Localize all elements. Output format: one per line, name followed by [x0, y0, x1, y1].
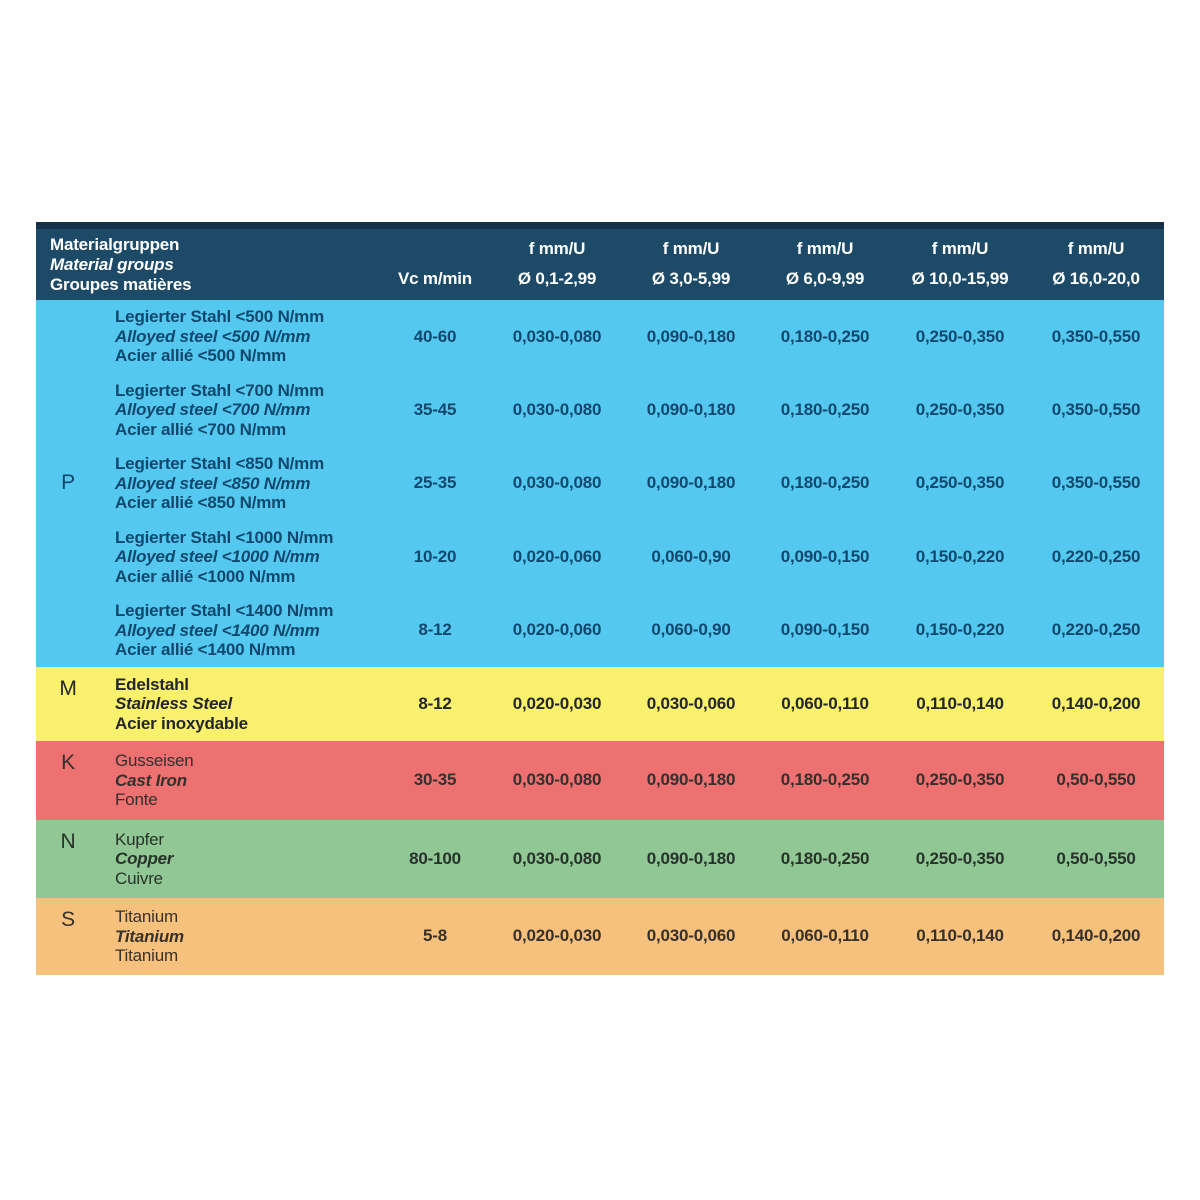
table-row — [100, 447, 1164, 520]
material-label — [100, 898, 380, 975]
group-k-rows — [100, 741, 1164, 820]
group-letter-k: K — [61, 750, 75, 774]
group-p-section — [36, 300, 1164, 667]
group-n-section — [36, 820, 1164, 898]
f-value-2: 0,090-0,180 — [646, 848, 736, 868]
f-unit-4: f mm/U — [931, 239, 989, 258]
vc-value: 30-35 — [413, 770, 457, 790]
vc-value: 25-35 — [413, 473, 457, 493]
f-range-3: Ø 6,0-9,99 — [785, 269, 865, 288]
material-label-de: Gusseisen — [115, 751, 194, 771]
f-value-4: 0,250-0,350 — [915, 770, 1005, 790]
material-label-en: Cast Iron — [115, 770, 187, 790]
f-value-1: 0,020-0,060 — [512, 620, 602, 640]
table-row — [100, 741, 1164, 820]
f-value-4: 0,250-0,350 — [915, 400, 1005, 420]
f-value-1: 0,020-0,030 — [512, 926, 602, 946]
material-label-fr: Acier inoxydable — [115, 713, 248, 733]
group-s-section — [36, 898, 1164, 975]
f-value-5: 0,50-0,550 — [1056, 848, 1136, 868]
material-label-en: Copper — [115, 849, 174, 869]
f-value-2: 0,060-0,90 — [651, 546, 731, 566]
f-value-3: 0,060-0,110 — [781, 693, 869, 713]
f-value-4: 0,150-0,220 — [915, 620, 1005, 640]
material-label-de: Legierter Stahl <500 N/mm — [115, 307, 325, 327]
material-label-de: Legierter Stahl <700 N/mm — [115, 380, 325, 400]
f-range-1: Ø 0,1-2,99 — [517, 269, 597, 288]
f-range-2: Ø 3,0-5,99 — [651, 269, 731, 288]
f-value-3: 0,090-0,150 — [780, 546, 870, 566]
material-label-en: Alloyed steel <700 N/mm — [115, 400, 311, 420]
vc-column-header: Vc m/min — [398, 269, 472, 288]
f-value-5: 0,140-0,200 — [1051, 926, 1141, 946]
f-value-1: 0,030-0,080 — [512, 326, 602, 346]
f-column-header-2 — [624, 229, 758, 300]
f-unit-2: f mm/U — [662, 239, 720, 258]
material-label-fr: Acier allié <850 N/mm — [115, 493, 287, 513]
material-label-fr: Acier allié <1400 N/mm — [115, 640, 296, 659]
f-value-5: 0,350-0,550 — [1051, 473, 1141, 493]
table-row — [100, 520, 1164, 593]
material-label — [100, 447, 380, 520]
group-letter-m: M — [59, 676, 77, 700]
material-label — [100, 667, 380, 741]
f-value-3: 0,060-0,110 — [781, 926, 869, 946]
material-label-fr: Acier allié <1000 N/mm — [115, 566, 296, 586]
f-column-header-3 — [758, 229, 892, 300]
material-label — [100, 820, 380, 898]
group-m-rows — [100, 667, 1164, 741]
material-groups-header-fr: Groupes matières — [50, 274, 192, 294]
material-label-de: Titanium — [115, 907, 178, 927]
group-k-section — [36, 741, 1164, 820]
f-value-1: 0,030-0,080 — [512, 770, 602, 790]
material-label-de: Legierter Stahl <850 N/mm — [115, 454, 325, 474]
table-row — [100, 898, 1164, 975]
vc-value: 80-100 — [409, 848, 461, 868]
f-value-3: 0,090-0,150 — [780, 620, 870, 640]
material-groups-header-de: Materialgruppen — [50, 234, 180, 254]
f-value-2: 0,030-0,060 — [646, 693, 736, 713]
material-label-en: Titanium — [115, 926, 184, 946]
material-label-fr: Fonte — [115, 790, 158, 810]
f-range-5: Ø 16,0-20,0 — [1052, 269, 1140, 288]
f-value-4: 0,250-0,350 — [915, 326, 1005, 346]
material-label-en: Alloyed steel <1000 N/mm — [115, 547, 320, 567]
material-label — [100, 520, 380, 593]
group-s-rows — [100, 898, 1164, 975]
group-m-section — [36, 667, 1164, 741]
group-letter-n: N — [60, 829, 76, 853]
f-value-1: 0,020-0,060 — [512, 546, 602, 566]
f-column-header-5 — [1028, 229, 1164, 300]
f-value-4: 0,150-0,220 — [915, 546, 1005, 566]
table-row — [100, 594, 1164, 667]
f-value-5: 0,220-0,250 — [1051, 546, 1141, 566]
f-value-3: 0,180-0,250 — [780, 848, 870, 868]
f-value-5: 0,140-0,200 — [1051, 693, 1141, 713]
material-label-en: Alloyed steel <500 N/mm — [115, 326, 311, 346]
f-value-5: 0,220-0,250 — [1051, 620, 1141, 640]
feed-rate-table — [36, 222, 1164, 975]
f-unit-1: f mm/U — [528, 239, 586, 258]
material-label-de: Kupfer — [115, 829, 164, 849]
vc-value: 40-60 — [413, 326, 457, 346]
f-value-2: 0,090-0,180 — [646, 770, 736, 790]
f-value-3: 0,180-0,250 — [780, 326, 870, 346]
material-label — [100, 594, 380, 667]
f-value-2: 0,030-0,060 — [646, 926, 736, 946]
vc-value: 8-12 — [418, 620, 452, 640]
f-value-3: 0,180-0,250 — [780, 473, 870, 493]
f-value-3: 0,180-0,250 — [780, 400, 870, 420]
material-label-de: Legierter Stahl <1400 N/mm — [115, 601, 334, 620]
f-unit-5: f mm/U — [1067, 239, 1125, 258]
table-row — [100, 300, 1164, 373]
material-label-en: Alloyed steel <1400 N/mm — [115, 620, 320, 640]
f-value-5: 0,50-0,550 — [1056, 770, 1136, 790]
table-header-row — [36, 222, 1164, 300]
f-value-5: 0,350-0,550 — [1051, 326, 1141, 346]
group-letter-p: P — [61, 471, 75, 495]
group-n-rows — [100, 820, 1164, 898]
material-label — [100, 300, 380, 373]
group-p-rows — [100, 300, 1164, 667]
material-groups-header — [36, 229, 380, 300]
f-value-3: 0,180-0,250 — [780, 770, 870, 790]
f-value-4: 0,110-0,140 — [916, 693, 1004, 713]
material-label-en: Alloyed steel <850 N/mm — [115, 473, 311, 493]
material-label-fr: Titanium — [115, 946, 178, 966]
material-label-fr: Cuivre — [115, 868, 163, 888]
table-row — [100, 820, 1164, 898]
vc-value: 35-45 — [413, 400, 457, 420]
f-value-1: 0,020-0,030 — [512, 693, 602, 713]
vc-value: 8-12 — [418, 693, 452, 713]
f-unit-3: f mm/U — [796, 239, 854, 258]
f-value-4: 0,110-0,140 — [916, 926, 1004, 946]
material-label-fr: Acier allié <500 N/mm — [115, 346, 287, 366]
f-value-1: 0,030-0,080 — [512, 473, 602, 493]
f-value-4: 0,250-0,350 — [915, 473, 1005, 493]
material-label-de: Legierter Stahl <1000 N/mm — [115, 527, 334, 547]
f-value-5: 0,350-0,550 — [1051, 400, 1141, 420]
group-letter-s: S — [61, 907, 75, 931]
vc-value: 10-20 — [413, 546, 457, 566]
f-value-2: 0,090-0,180 — [646, 473, 736, 493]
f-value-2: 0,060-0,90 — [651, 620, 731, 640]
material-label-de: Edelstahl — [115, 674, 189, 694]
material-label — [100, 741, 380, 820]
f-value-1: 0,030-0,080 — [512, 400, 602, 420]
material-groups-header-en: Material groups — [50, 254, 174, 274]
material-label-fr: Acier allié <700 N/mm — [115, 419, 287, 439]
f-value-1: 0,030-0,080 — [512, 848, 602, 868]
material-label — [100, 373, 380, 446]
f-value-4: 0,250-0,350 — [915, 848, 1005, 868]
table-row — [100, 373, 1164, 446]
table-row — [100, 667, 1164, 741]
f-value-2: 0,090-0,180 — [646, 400, 736, 420]
vc-value: 5-8 — [423, 926, 447, 946]
f-range-4: Ø 10,0-15,99 — [911, 269, 1009, 288]
f-column-header-1 — [490, 229, 624, 300]
material-label-en: Stainless Steel — [115, 694, 233, 714]
f-column-header-4 — [892, 229, 1028, 300]
f-value-2: 0,090-0,180 — [646, 326, 736, 346]
